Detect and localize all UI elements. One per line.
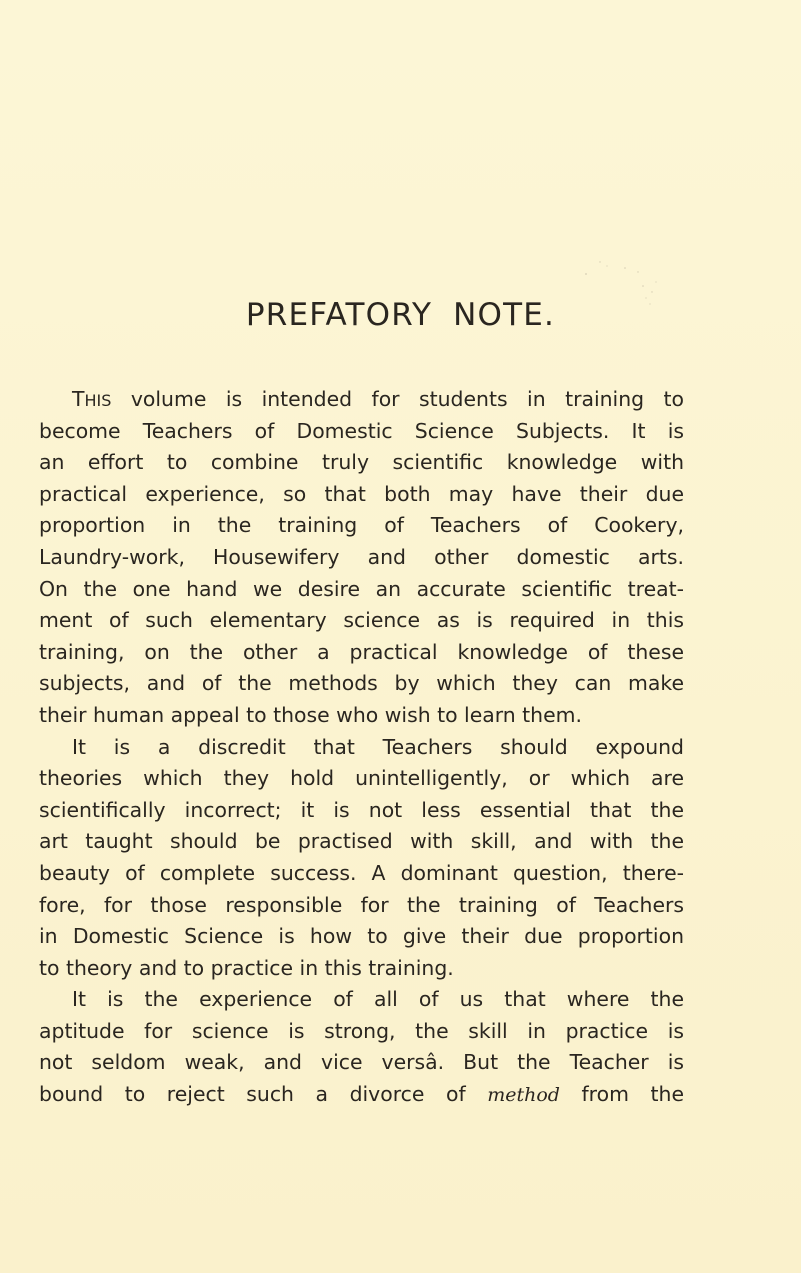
drop-cap-first: T [72,387,85,411]
text-line: scientifically incorrect; it is not less essential that the [39,797,684,822]
text-line: subjects, and of the methods by which they can make [39,671,684,696]
text-line: proportion in the training of Teachers of Cookery, [39,513,684,538]
text-line: It is a discredit that Teachers should expound [72,734,684,759]
text-line: beauty of complete success. A dominant question, there- [39,860,684,885]
text-line: in Domestic Science is how to give their due proportion [39,924,684,949]
text-line-fragment: bound to reject such a divorce of [39,1082,488,1107]
text-line: On the one hand we desire an accurate scientific treat- [39,576,684,601]
text-line: theories which they hold unintelligently, or which are [39,766,684,791]
text-line [39,384,684,416]
text-line: not seldom weak, and vice versâ. But the Teacher is [39,1050,684,1075]
text-line: It is the experience of all of us that where the [72,987,684,1012]
text-line: fore, for those responsible for the training of Teachers [39,892,684,917]
text-line: art taught should be practised with skill, and with the [39,829,684,854]
italic-word: method [487,1084,560,1107]
text-line: ment of such elementary science as is required in this [39,608,684,633]
text-line: Laundry-work, Housewifery and other domestic arts. [39,544,684,569]
prefatory-note-body [39,384,684,1111]
text-line: to theory and to practice in this training. [39,955,454,980]
text-line-fragment: from the [559,1082,684,1107]
text-line: aptitude for science is strong, the skill in practice is [39,1018,684,1043]
drop-cap-rest: HIS [84,391,112,410]
text-line: training, on the other a practical knowledge of these [39,639,684,664]
text-line: their human appeal to those who wish to learn them. [39,702,582,727]
text-line: practical experience, so that both may have their due [39,481,684,506]
text-line: an effort to combine truly scientific knowledge with [39,450,684,475]
text-line: become Teachers of Domestic Science Subjects. It is [39,418,684,443]
text-line-fragment: volume is intended for students in training to [111,387,684,411]
text-line [39,1079,684,1111]
page-title: PREFATORY NOTE. [245,297,556,333]
